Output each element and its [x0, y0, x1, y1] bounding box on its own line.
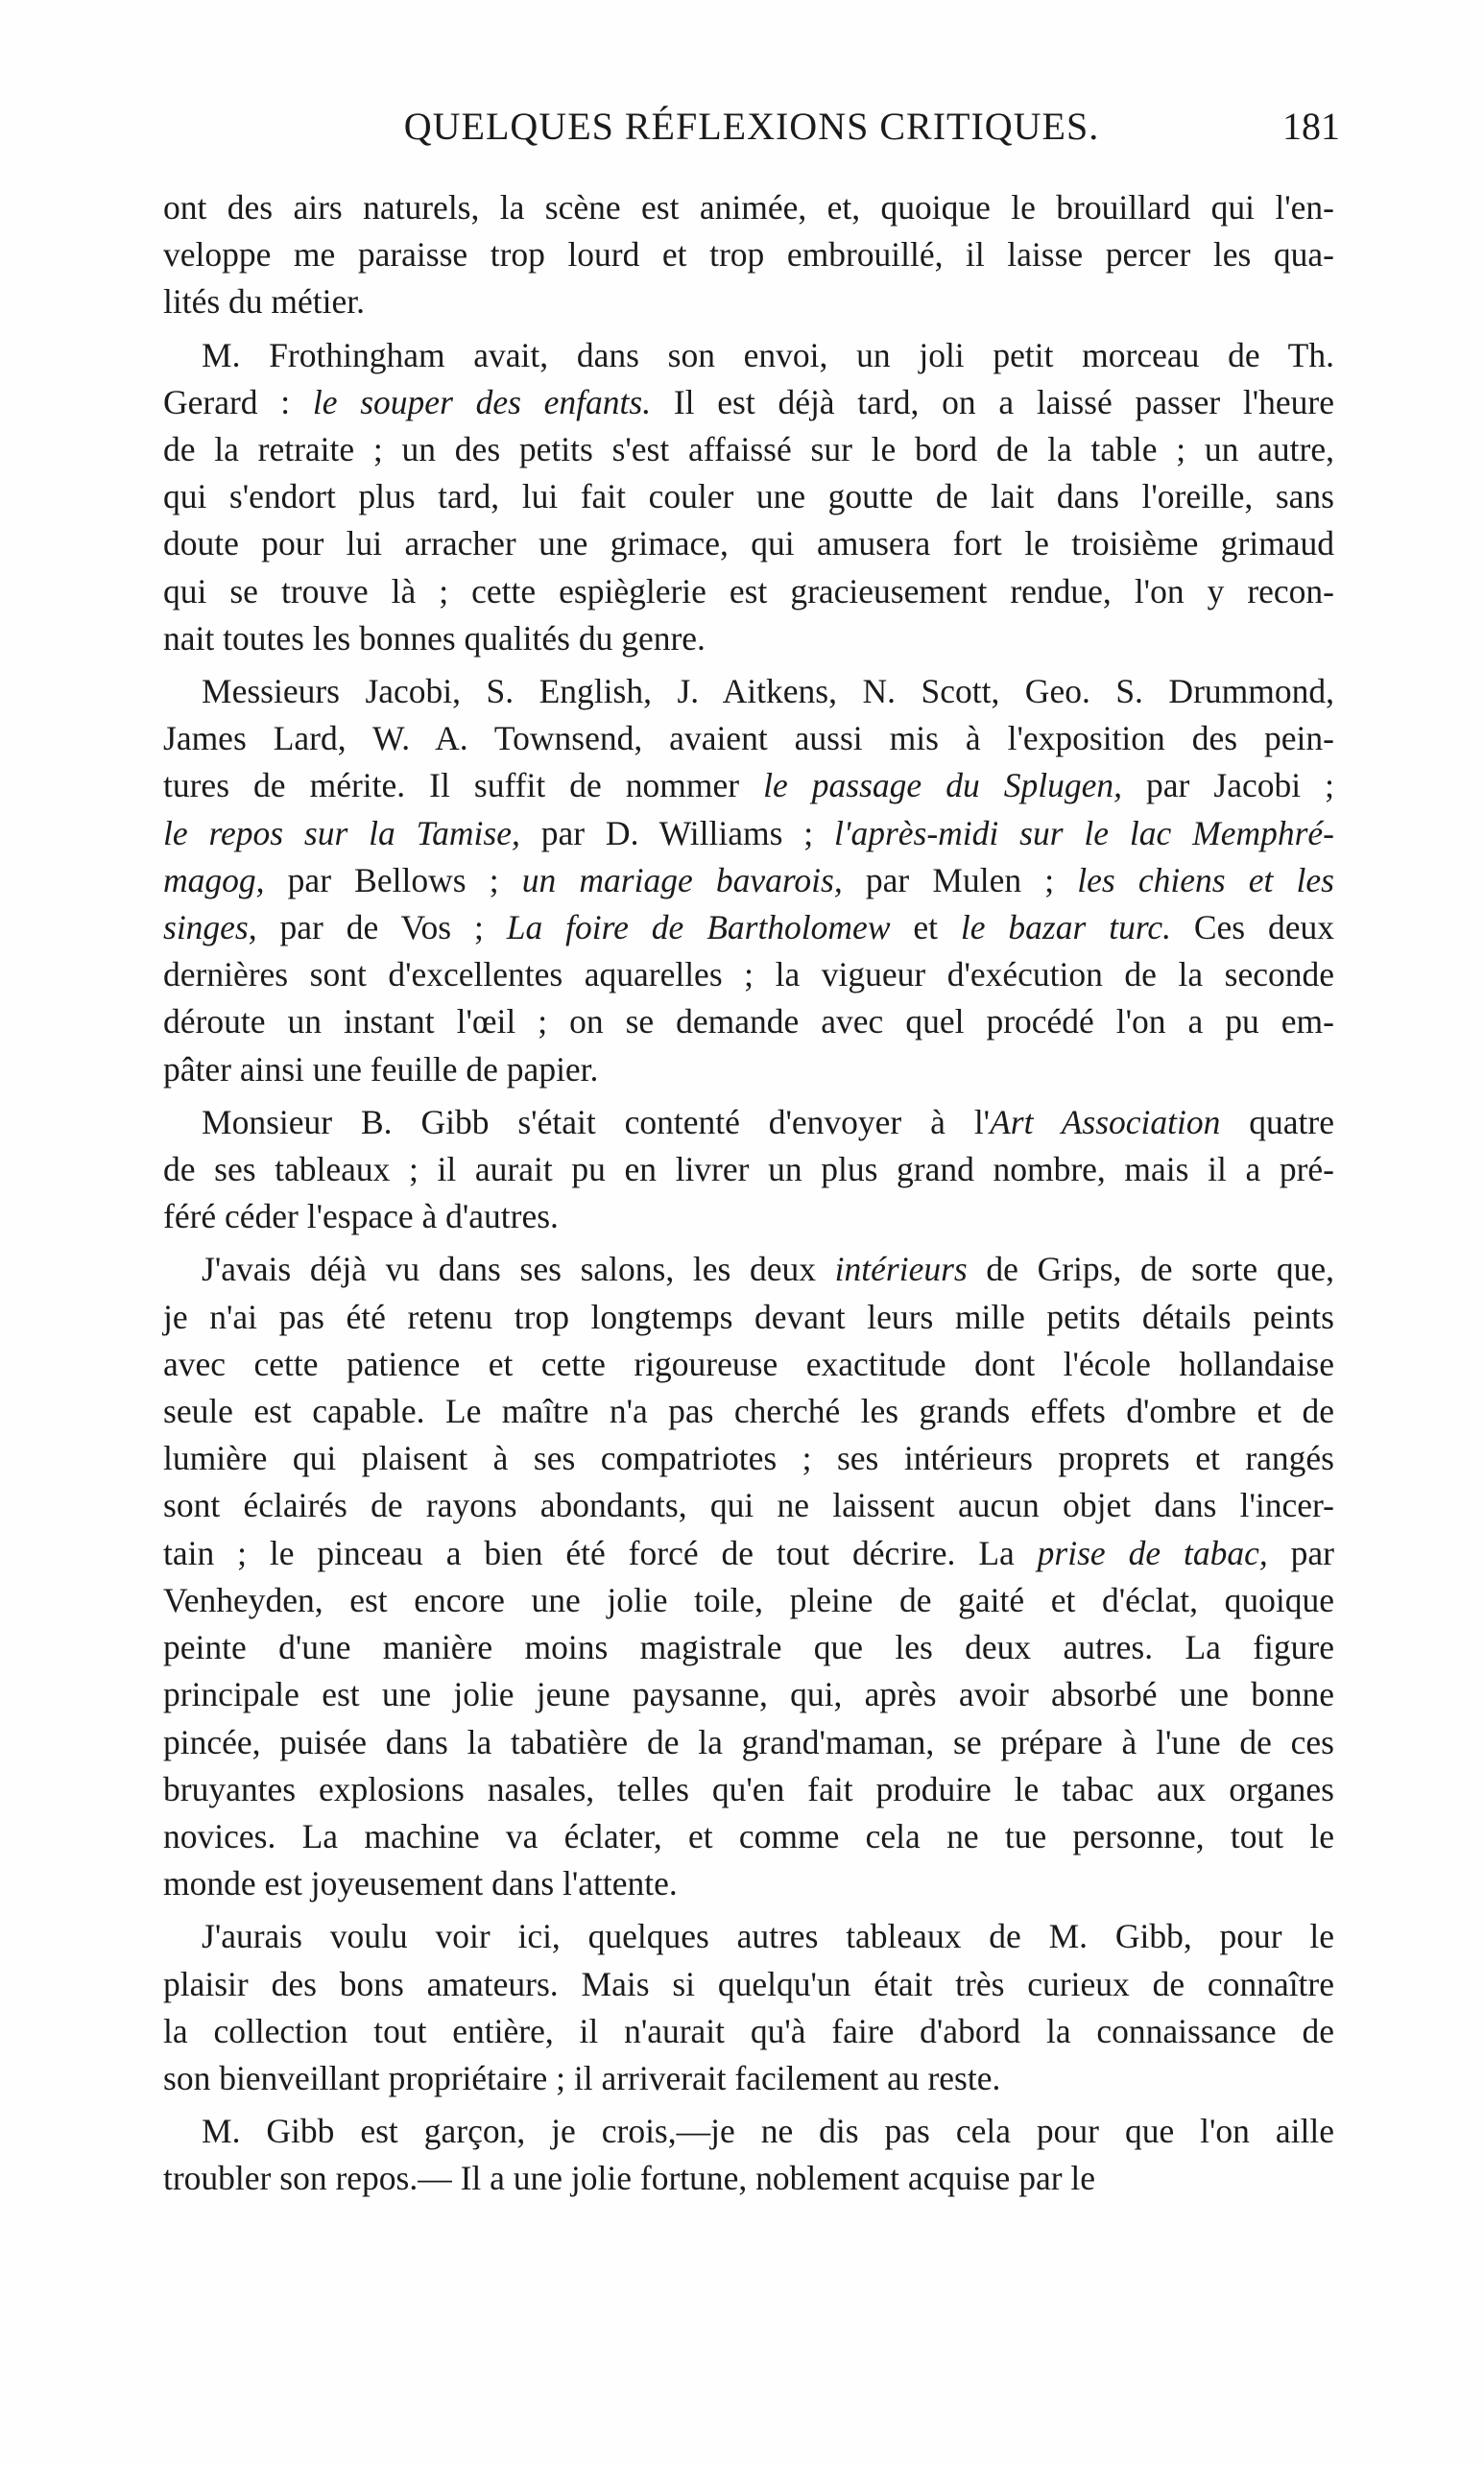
text-run: peinte d'une manière moins magistrale que les deux autres. La figure [163, 1628, 1334, 1667]
text-run: Gerard : [163, 382, 313, 421]
text-run: et [890, 908, 961, 947]
text-run: par Jacobi ; [1122, 766, 1334, 805]
text-line [163, 762, 1334, 809]
text-run: principale est une jolie jeune paysanne, qui, après avoir absorbé une bonne [163, 1675, 1334, 1714]
paragraph [163, 1099, 1334, 1241]
italic-title: La foire de Bartholomew [506, 908, 891, 947]
text-run: par [1267, 1533, 1334, 1572]
text-run: son bienveillant propriétaire ; il arriverait facilement au reste. [163, 2058, 1001, 2097]
text-run: qui s'endort plus tard, lui fait couler une goutte de lait dans l'oreille, sans [163, 477, 1334, 516]
text-line [163, 998, 1334, 1045]
text-run: par Mulen ; [842, 860, 1078, 899]
text-line [163, 1046, 1334, 1093]
text-run: James Lard, W. A. Townsend, avaient aussi mis à l'exposition des pein- [163, 719, 1334, 758]
text-line [163, 426, 1334, 473]
text-line [163, 1146, 1334, 1193]
text-run: qui se trouve là ; cette espièglerie est gracieusement rendue, l'on y recon- [163, 571, 1334, 610]
italic-title: le souper des enfants. [312, 382, 652, 421]
text-line [163, 1671, 1334, 1718]
text-run: tures de mérite. Il suffit de nommer [163, 766, 764, 805]
text-run: je n'ai pas été retenu trop longtemps devant leurs mille petits détails peints [163, 1297, 1334, 1336]
paragraph [163, 668, 1334, 1093]
text-run: J'aurais voulu voir ici, quelques autres tableaux de M. Gibb, pour le [202, 1917, 1334, 1956]
text-run: seule est capable. Le maître n'a pas cherché les grands effets d'ombre et de [163, 1392, 1334, 1431]
text-line [163, 1246, 1334, 1293]
paragraph [163, 1246, 1334, 1907]
text-run: de Grips, de sorte que, [967, 1250, 1334, 1289]
text-line [163, 1913, 1334, 1960]
text-line [163, 2008, 1334, 2055]
italic-title: les chiens et les [1077, 860, 1334, 899]
italic-title: le bazar turc. [960, 908, 1171, 947]
text-line [163, 1341, 1334, 1388]
text-line [163, 379, 1334, 426]
text-run: sont éclairés de rayons abondants, qui ne laissent aucun objet dans l'incer- [163, 1486, 1334, 1525]
text-run: monde est joyeusement dans l'attente. [163, 1864, 678, 1903]
text-run: M. Frothingham avait, dans son envoi, un joli petit morceau de Th. [202, 335, 1334, 374]
text-run: pâter ainsi une feuille de papier. [163, 1049, 599, 1089]
text-line [163, 1099, 1334, 1146]
text-run: dernières sont d'excellentes aquarelles ; la vigueur d'exécution de la seconde [163, 955, 1334, 994]
running-header [163, 104, 1340, 161]
body-text [163, 184, 1334, 2209]
paragraph [163, 184, 1334, 326]
italic-title: magog, [163, 860, 265, 899]
text-line [163, 1482, 1334, 1529]
text-line [163, 184, 1334, 231]
italic-title: Art Association [990, 1102, 1221, 1141]
text-line [163, 1193, 1334, 1240]
text-run: Messieurs Jacobi, S. English, J. Aitkens, N. Scott, Geo. S. Drummond, [202, 672, 1334, 711]
text-run: par de Vos ; [256, 908, 507, 947]
text-run: doute pour lui arracher une grimace, qui amusera fort le troisième grimaud [163, 524, 1334, 563]
italic-title: l'après-midi sur le lac Memphré- [834, 813, 1334, 852]
text-run: Ces deux [1170, 908, 1334, 947]
text-run: ont des airs naturels, la scène est animée, et, quoique le brouillard qui l'en- [163, 188, 1334, 227]
text-run: lités du métier. [163, 282, 366, 322]
page-number: 181 [1282, 105, 1340, 148]
text-run: Venheyden, est encore une jolie toile, pleine de gaité et d'éclat, quoique [163, 1580, 1334, 1619]
text-line [163, 332, 1334, 379]
text-run: plaisir des bons amateurs. Mais si quelqu'un était très curieux de connaître [163, 1964, 1334, 2003]
text-run: tain ; le pinceau a bien été forcé de tout décrire. La [163, 1533, 1038, 1572]
paragraph [163, 2108, 1334, 2202]
text-line [163, 1530, 1334, 1577]
text-line [163, 568, 1334, 615]
italic-title: singes, [163, 908, 257, 947]
text-run: bruyantes explosions nasales, telles qu'en fait produire le tabac aux organes [163, 1769, 1334, 1808]
italic-title: le passage du Splugen, [763, 766, 1122, 805]
text-line [163, 2155, 1334, 2202]
text-line [163, 1624, 1334, 1671]
text-run: J'avais déjà vu dans ses salons, les deux [202, 1250, 835, 1289]
text-line [163, 1435, 1334, 1482]
text-line [163, 1294, 1334, 1341]
text-run: pincée, puisée dans la tabatière de la grand'maman, se prépare à l'une de ces [163, 1722, 1334, 1761]
text-line [163, 1766, 1334, 1813]
italic-title: prise de tabac, [1037, 1533, 1268, 1572]
paragraph [163, 332, 1334, 662]
text-run: déroute un instant l'œil ; on se demande avec quel procédé l'on a pu em- [163, 1002, 1334, 1041]
text-line [163, 1813, 1334, 1860]
text-run: quatre [1220, 1102, 1334, 1141]
text-run: la collection tout entière, il n'aurait qu'à faire d'abord la connaissance de [163, 2011, 1334, 2050]
italic-title: le repos sur la Tamise, [163, 813, 520, 852]
text-run: par D. Williams ; [519, 813, 834, 852]
text-run: veloppe me paraisse trop lourd et trop embrouillé, il laisse percer les qua- [163, 235, 1334, 275]
text-run: M. Gibb est garçon, je crois,—je ne dis pas cela pour que l'on aille [202, 2112, 1334, 2151]
text-line [163, 2055, 1334, 2102]
text-line [163, 278, 1334, 325]
text-line [163, 473, 1334, 520]
text-run: novices. La machine va éclater, et comme cela ne tue personne, tout le [163, 1816, 1334, 1855]
text-run: Il est déjà tard, on a laissé passer l'heure [651, 382, 1334, 421]
text-line [163, 1577, 1334, 1624]
text-line [163, 810, 1334, 857]
text-run: troubler son repos.— Il a une jolie fortune, noblement acquise par le [163, 2159, 1096, 2198]
text-line [163, 615, 1334, 662]
text-run: Monsieur B. Gibb s'était contenté d'envoyer à l' [202, 1102, 991, 1141]
text-line [163, 904, 1334, 951]
text-line [163, 1388, 1334, 1435]
text-line [163, 1860, 1334, 1907]
text-run: lumière qui plaisent à ses compatriotes ; ses intérieurs proprets et rangés [163, 1439, 1334, 1478]
text-line [163, 715, 1334, 762]
text-run: avec cette patience et cette rigoureuse exactitude dont l'école hollandaise [163, 1344, 1334, 1383]
text-run: par Bellows ; [264, 860, 522, 899]
text-run: féré céder l'espace à d'autres. [163, 1197, 559, 1236]
text-line [163, 857, 1334, 904]
text-line [163, 520, 1334, 567]
text-line [163, 231, 1334, 278]
italic-title: un mariage bavarois, [521, 860, 843, 899]
italic-title: intérieurs [834, 1250, 968, 1289]
text-run: nait toutes les bonnes qualités du genre. [163, 618, 706, 658]
text-line [163, 951, 1334, 998]
paragraph [163, 1913, 1334, 2102]
text-run: de ses tableaux ; il aurait pu en livrer un plus grand nombre, mais il a pré- [163, 1150, 1334, 1189]
text-line [163, 1961, 1334, 2008]
text-line [163, 2108, 1334, 2155]
text-run: de la retraite ; un des petits s'est affaissé sur le bord de la table ; un autre, [163, 430, 1334, 469]
text-line [163, 1719, 1334, 1766]
running-title: QUELQUES RÉFLEXIONS CRITIQUES. [403, 105, 1100, 148]
text-line [163, 668, 1334, 715]
